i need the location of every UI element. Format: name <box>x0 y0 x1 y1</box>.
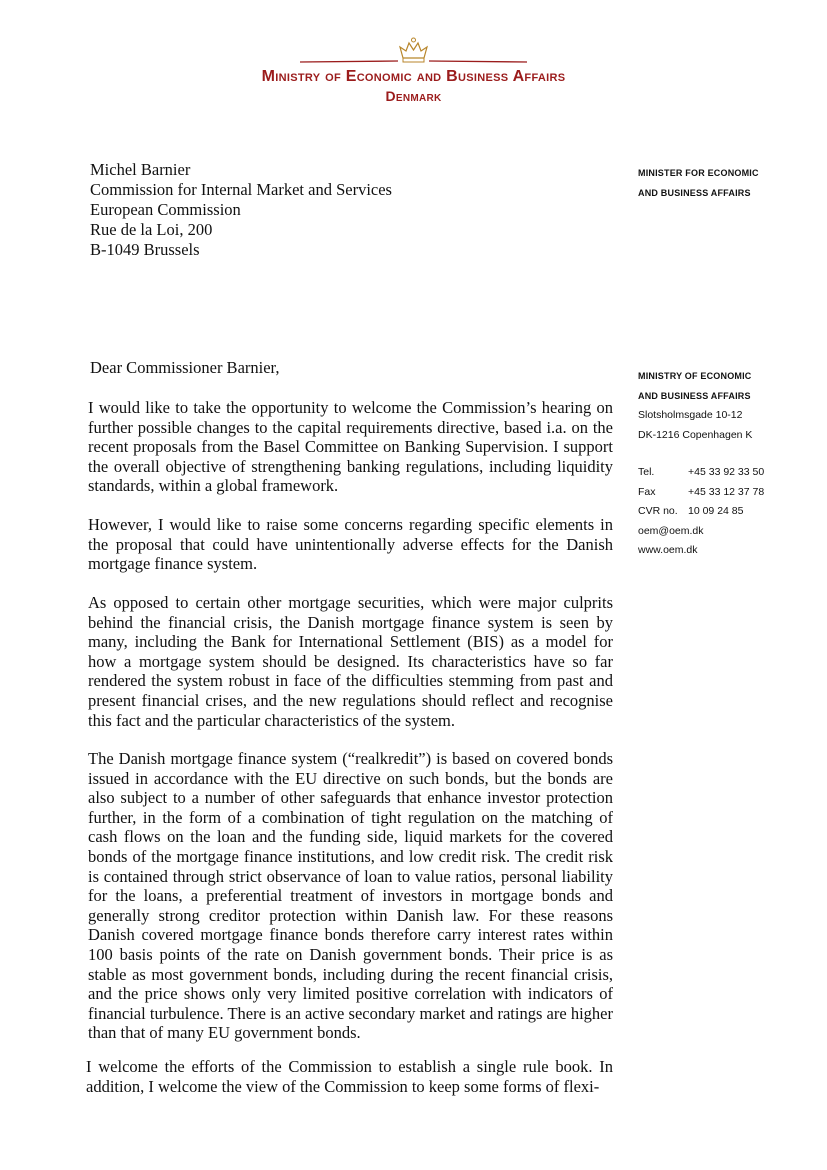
recipient-line: European Commission <box>90 200 241 219</box>
street-address: Slotsholmsgade 10-12 <box>638 409 743 421</box>
contact-details <box>638 463 764 561</box>
body-paragraph: The Danish mortgage finance system (“realkredit”) is based on covered bonds issued in accordance with the EU directive on such bonds, but the bonds are also subject to a number of other safeguards that enhance investor protection further, in the form of a combination of tight regulation on the matching of cash flows on the loan and the funding side, liquid markets for the covered bonds of the mortgage finance institutions, and low credit risk. The credit risk is contained through strict observance of loan to value ratios, personal liability for the loans, a preferential treatment of investors in mortgage bonds and generally strong creditor protection within Danish law. For these reasons Danish covered mortgage finance bonds therefore carry interest rates within 100 basis points of the rate on Danish government bonds. Their price is as stable as most government bonds, including during the recent financial crisis, and the price shows only very limited positive correlation with indicators of financial turbulence. There is an active secondary market and ratings are higher than that of many EU government bonds. <box>88 749 613 1043</box>
crown-crest-icon <box>300 36 527 70</box>
contact-label: Fax <box>638 485 656 498</box>
salutation: Dear Commissioner Barnier, <box>90 358 280 377</box>
contact-value: +45 33 12 37 78 <box>688 485 765 498</box>
contact-value: +45 33 92 33 50 <box>688 466 765 478</box>
contact-cvr <box>638 502 764 522</box>
body-paragraph: I welcome the efforts of the Commission to establish a single rule book. In addition, I welcome the view of the Commission to keep some forms of flexi- <box>86 1057 613 1096</box>
body-paragraph: However, I would like to raise some concerns regarding specific elements in the proposal that could have unintentionally adverse effects for the Danish mortgage finance system. <box>88 515 613 574</box>
contact-fax <box>638 483 764 503</box>
recipient-line: Commission for Internal Market and Services <box>90 180 392 199</box>
sender-office-line: AND BUSINESS AFFAIRS <box>638 188 751 198</box>
contact-value: 10 09 24 85 <box>688 505 744 517</box>
recipient-line: B-1049 Brussels <box>90 240 200 259</box>
sender-office <box>638 163 759 203</box>
ministry-address-line: MINISTRY OF ECONOMIC <box>638 371 752 381</box>
contact-phone <box>638 463 764 483</box>
contact-label: Tel. <box>638 466 655 478</box>
ministry-address-line: AND BUSINESS AFFAIRS <box>638 391 751 401</box>
body-paragraph: I would like to take the opportunity to welcome the Commission’s hearing on further possible changes to the capital requirements directive, based i.a. on the recent proposals from the Basel Committee on Banking Supervision. I support the overall objective of strengthening banking regulations, including liquidity standards, within a global framework. <box>88 398 613 496</box>
recipient-line: Michel Barnier <box>90 160 191 179</box>
body-paragraph: As opposed to certain other mortgage securities, which were major culprits behind the financial crisis, the Danish mortgage finance system is seen by many, including the Bank for International Settlement (BIS) as a model for how a mortgage system should be designed. Its characteristics have so far rendered the system robust in face of the difficulties stemming from past and present financial crises, and the new regulations should reflect and recognise this fact and the particular characteristics of the system. <box>88 593 613 730</box>
ministry-address <box>638 366 752 445</box>
ministry-name: Ministry of Economic and Business Affairs <box>261 68 566 85</box>
city-address: DK-1216 Copenhagen K <box>638 428 753 441</box>
recipient-address <box>90 160 392 260</box>
contact-email[interactable]: oem@oem.dk <box>638 524 704 537</box>
recipient-line: Rue de la Loi, 200 <box>90 220 213 239</box>
contact-website[interactable]: www.oem.dk <box>638 544 698 556</box>
sender-office-line: MINISTER FOR ECONOMIC <box>638 168 759 178</box>
country-name: Denmark <box>385 88 442 104</box>
contact-label: CVR no. <box>638 505 678 517</box>
